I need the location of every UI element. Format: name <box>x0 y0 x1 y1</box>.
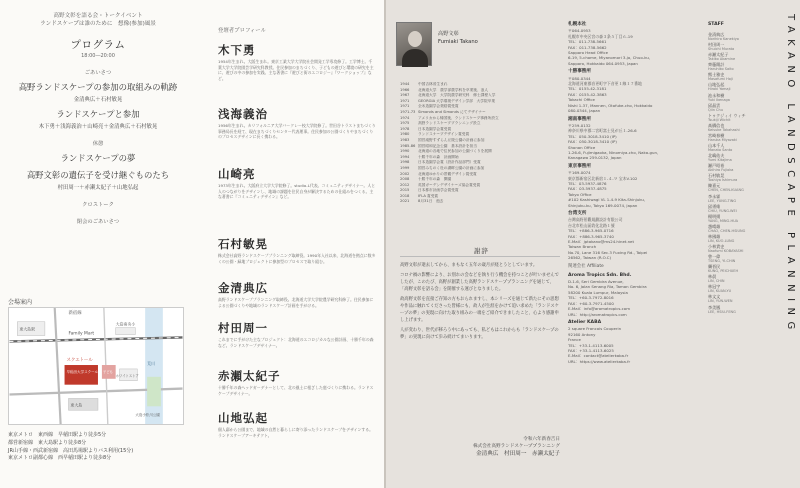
staff-name-en: LIN, KUAN-YU <box>708 289 732 294</box>
profile-bio: これまでに手がけた主なプロジェクト：北海道のエコロジカルな公園計画、十勝千年の森など。ランドスケープデザイナー。 <box>218 337 374 348</box>
affiliate-line: TEL：+60-3-7972-8016 <box>568 295 614 301</box>
timeline-year: 2002 <box>400 171 410 176</box>
staff-name-jp: 池永和樹 <box>708 92 725 98</box>
timeline-year: 1985-86 <box>400 143 416 148</box>
timeline-event: 北海道ゆかりの景観デザイン賞受賞 <box>418 171 477 176</box>
map-label-venue: スクエトール <box>66 358 93 364</box>
office-line: 〒259-0132 <box>568 122 591 128</box>
staff-name-jp: 邱晶雲 <box>708 102 721 108</box>
affiliate-line: URL：http://aromatropics.com <box>568 311 627 317</box>
section3-title: ランドスケープの夢 <box>60 153 136 163</box>
designer-name <box>438 30 478 46</box>
access-line: JR山手線・西武新宿線 高田馬場駅よりバス利用(15分) <box>8 447 134 454</box>
timeline-year: 1974 <box>400 115 410 120</box>
timeline-event: 国営昭和記念公園 基本設計を担当 <box>418 143 477 148</box>
timeline-year: 1990 <box>400 149 410 154</box>
staff-name-en: KUNG, PEICHUEH <box>708 269 739 274</box>
office-line: Shinjuku-ku, Tokyo 169-0074, Japan <box>568 202 638 208</box>
timeline-event: 日本都市計画学会賞受賞 <box>418 188 459 193</box>
staff-member <box>708 264 770 274</box>
staff-name-en: CHEN, CHEN-KUANG <box>708 188 744 193</box>
office-line: Tokachi Office <box>568 97 595 103</box>
opening: ごあいさつ <box>84 70 112 76</box>
office-name: 札幌本社 <box>568 22 587 27</box>
access-line: 東京メトロ 東西線 早稲田駅より徒歩5分 <box>8 432 107 438</box>
staff-name-en: LIN, CHIN <box>708 279 725 284</box>
timeline-event: IFLA 賞受賞 <box>418 193 439 198</box>
map-label-station: 東大島駅 <box>19 326 36 332</box>
timeline-year: 1983 <box>400 137 410 142</box>
map-label-store: ホワイトストア <box>115 373 139 378</box>
profile-bio: 1954年生まれ。大阪生まれ。東京工業大学大学院社会開発工学専攻修了。工学博士。千葉大学大学院園芸学研究科教授。住民参加のまちづくり、子どもの遊びと環境の研究を主に、遊びの中の参加を実践。主な著書に『遊びと街のエコロジー』『ワークショップ』など。 <box>218 59 374 81</box>
staff-name-en: YANG, MING-HUA <box>708 218 739 223</box>
break: 休憩 <box>92 141 104 147</box>
map-label-familymart: Family Mart <box>68 331 95 337</box>
office-line: E-Mail：jptakano@ms24.hinet.net <box>568 239 634 245</box>
timeline-event: ランドスケープデザイン賞受賞 <box>418 132 470 137</box>
office-line: 東京都新宿区北新宿１-４-９ 宝木V.102 <box>568 175 638 181</box>
profile-bio: 1956年生まれ。カリフォルニア大学バークレー校大学院修了。世田谷トラストまちづくり事務局長を経て、現在まちづくりセンター代表理事。住民参加の公園づくりやまちづくりのプロセスデザインに長く携わる。 <box>218 123 376 140</box>
staff-name-jp: 龔晉民 <box>708 264 721 270</box>
map-label-kids: 子ども <box>102 369 113 374</box>
timeline-event: 中国吉林省生まれ <box>418 82 448 86</box>
staff-name-jp: 山地弘起 <box>708 82 725 88</box>
office-line: Shonan Office <box>568 144 596 150</box>
section4-speakers: 村田周一＋赤瀬太紀子＋山地弘起 <box>57 185 139 191</box>
staff-name-jp: 邱勇維 <box>708 203 721 209</box>
affiliate-line: URL：https://www.atelierkaba.fr <box>568 358 631 364</box>
thanks-org: 株式会社高野ランドスケーププランニング <box>473 444 560 450</box>
section1-speakers: 金清典広＋石村敏晃 <box>73 97 123 103</box>
affiliate-name: Aroma Tropics Sdn. Bhd. <box>568 272 632 278</box>
office-line: 26562, Taiwan (R.O.C) <box>568 255 612 261</box>
timeline-year: 1978 <box>400 126 410 131</box>
section2-title: ランドスケープと参加 <box>56 109 140 119</box>
timeline-year: 1980 <box>400 132 410 137</box>
thanks-signers: 金清典広 村田周一 赤瀬太紀子 <box>476 450 560 457</box>
staff-member <box>708 244 770 254</box>
office-line: 6-19, 5-chome, Miyanomori 3-jo, Chuo-ku, <box>568 55 651 61</box>
staff-name-en: LEE, YUNG-TING <box>708 198 737 203</box>
staff-name-jp: 李美鳳 <box>708 304 721 310</box>
affiliate-entry <box>568 273 690 317</box>
staff-name-en: Toshiya Ishimura <box>708 178 738 183</box>
office-line: #102 Kashiwagi VL 1-4-9 Kita-Shinjuku, <box>568 197 646 203</box>
staff-member <box>708 123 770 133</box>
timeline-year: 1971-73 <box>400 109 416 114</box>
office-line: 〒064-0953 <box>568 28 591 34</box>
staff-name-en: CHAO, CHEN-HSIUNG <box>708 228 746 233</box>
staff-member <box>708 163 770 173</box>
timeline-event: 北海道大学 農学部農学科を卒業後、浪人 <box>418 87 489 92</box>
timeline-event: GEORGIA 大学環境デザイン学部 大学院卒業 <box>418 98 496 103</box>
staff-name-jp: 楊明揚 <box>708 213 721 219</box>
staff-name-en: Haruhiko Saito <box>708 67 734 72</box>
staff-name-jp: 石村敏晃 <box>708 173 725 179</box>
profile-name: 山崎亮 <box>218 167 256 181</box>
office-line: FAX：03-5937-4875 <box>568 186 607 192</box>
profile-bio: 高野ランドスケーププランニング取締役。北海道大学大学院農学研究科修了。住民参加による公園づくりや地域のランドスケープ計画を手がける。 <box>218 297 374 308</box>
office-line: TEL：0155-42-3181 <box>568 86 607 92</box>
thanks-body <box>400 262 560 344</box>
timeline-year: 1966 <box>400 87 410 92</box>
affiliate-entry <box>568 320 690 364</box>
designer-photo <box>396 22 432 66</box>
office-line: TEL：011-738-5661 <box>568 39 607 45</box>
thanks-date: 令和六年新春吉日 <box>523 437 560 442</box>
affiliate-line: FAX：+60-3-7971-4500 <box>568 300 614 306</box>
timeline-year: 2021 <box>400 199 410 204</box>
office-line: FAX：+886-3-965-3740 <box>568 233 614 239</box>
office-line: TEL：050-3018-3410 (IP) <box>568 133 617 139</box>
staff-name-en: Naofumi KOBAYASHI <box>708 248 744 253</box>
map-label-east-station: 東大島 <box>70 402 83 408</box>
access-line: 都営新宿線 東大島駅より徒歩8分 <box>8 439 87 446</box>
staff-name-jp: 曾一偉 <box>708 254 721 260</box>
designer-name-jp: 高野文彰 <box>438 31 459 37</box>
office-entry <box>568 69 690 113</box>
profile-name: 石村敏晃 <box>218 237 268 251</box>
office-name: 台湾支所 <box>568 211 587 216</box>
thanks-paragraph: コロナ禍の影響により、お別れの会などを執り行う機会を持つことが叶いませんでしたが、このたび、高野が創業した高野ランドスケーププランニングを通じて、「高野文彰を語る会」を開催する運びとなりました。 <box>400 273 559 292</box>
access-line: 東京メトロ副都心線 西早稲田駅より徒歩8分 <box>8 455 112 462</box>
affiliate-line: E-Mail：info@aromatropics.com <box>568 306 630 312</box>
office-line: 台灣高野景觀規劃設計有限公司 <box>568 217 623 223</box>
access-info <box>8 432 188 463</box>
office-entry <box>568 117 690 161</box>
staff-name-jp: 小林貴史 <box>708 243 725 249</box>
staff-name-jp: 赤瀬太紀子 <box>708 52 729 58</box>
staff-member <box>708 183 770 193</box>
staff-name-en: Manato Santo <box>708 148 733 153</box>
profile-name: 木下勇 <box>218 43 256 57</box>
office-line: 神奈川県中郡二宮町富士見が丘１-26-6 <box>568 128 637 134</box>
page-fold <box>384 0 386 488</box>
profile-name: 金清典広 <box>218 281 268 295</box>
office-line: FAX：0155-42-3863 <box>568 91 607 97</box>
office-line: 1-26-6, Fujimigaoka, Ninomiya-cho, Naka-gun, <box>568 149 659 155</box>
staff-name-en: Haruka Miyazaki <box>708 137 737 142</box>
office-line: 台北市松山區敦化北路１號 <box>568 222 615 228</box>
staff-name-en: LIN, KUO-LUNG <box>708 238 735 243</box>
closing: 閉会のごあいさつ <box>76 219 120 225</box>
timeline-event: 英国ガーデンデザイナーズ協会賞受賞 <box>418 182 481 187</box>
timeline-event: 全米造園学会奨励賞受賞 <box>418 104 459 109</box>
affiliate-line: 92160 Antony <box>568 331 596 337</box>
affiliate-line: D-1-6, Seri Gembira Avenue, <box>568 279 624 285</box>
event-subtitle: ランドスケープは誰のために 想像(参加)風景 <box>40 21 156 27</box>
staff-name-en: Qiin Chu <box>708 107 723 112</box>
staff-member <box>708 284 770 294</box>
event-title: 高野文彰を語る会・トークイベント <box>53 13 143 19</box>
staff-name-en: Yuki Ikenaga <box>708 97 730 102</box>
staff-name-jp: 北嶋佑夫 <box>708 153 725 159</box>
staff-member <box>708 294 770 304</box>
timeline-event: Simonds and Simonds にてデザイナー <box>418 109 486 114</box>
staff-name-en: LIN, YUN-WEN <box>708 299 733 304</box>
office-line: 札幌市中央区宮の森３条５丁目６-19 <box>568 33 633 39</box>
timeline-year: 1967 <box>400 93 410 98</box>
office-list <box>568 22 690 367</box>
staff-member <box>708 224 770 234</box>
timeline-year: 1998 <box>400 160 410 165</box>
staff-member <box>708 143 770 153</box>
timeline-event: 国営滝野すずらん丘陵公園の計画に参加 <box>418 137 485 142</box>
staff-member <box>708 82 770 92</box>
staff-name-jp: 齊藤陽計 <box>708 62 725 68</box>
office-line: FAX：050-3018-3410 (IP) <box>568 139 617 145</box>
map-label-venue-sub: 早稲田大学スクール <box>66 369 99 374</box>
staff-member <box>708 204 770 214</box>
office-entry <box>568 211 690 261</box>
office-line: 〒169-0074 <box>568 170 591 176</box>
affiliate-line: No. 6, Jalan Senang Ria, Taman Gembira <box>568 284 647 290</box>
profile-bio: 個人邸から公園まで、地域の自然と暮らしに寄り添ったランドスケープをデザインする。ランドスケープアーキテクト。 <box>218 427 374 438</box>
profile-entry <box>218 368 376 396</box>
timeline-year: 1971 <box>400 98 410 103</box>
profiles-heading: 登壇者プロフィール <box>218 28 266 34</box>
staff-name-en: LEE, HSIU-FENG <box>708 309 736 314</box>
affiliate-line: France <box>568 337 581 343</box>
staff-name-jp: 村田周一 <box>708 42 725 48</box>
timeline-event: 北海道の各地で住民参加の公園づくりを展開 <box>418 149 492 154</box>
map-label-river: 荒川 <box>147 361 155 367</box>
timeline-year: 2008 <box>400 177 410 182</box>
office-line: 080-0344, Japan <box>568 108 601 114</box>
timeline-year: 1975 <box>400 121 410 126</box>
thanks-heading: 謝辞 <box>474 247 489 255</box>
profile-bio: 1973年生まれ。大阪府立大学大学院修了。studio-L代表。コミュニティデザイナー。人と人のつながりをデザインし、地域の課題を住民自身が解決するための仕組みをつくる。主な著書に『コミュニティデザイン』など。 <box>218 183 376 200</box>
staff-name-en: Hiroki Yamaji <box>708 87 731 92</box>
timeline-year: 1944 <box>400 82 410 86</box>
staff-list <box>708 32 770 315</box>
timeline-event: 日本造園学会賞（設計作品部門）受賞 <box>418 160 481 165</box>
thanks-divider <box>400 256 560 257</box>
thanks-paragraph: 人が変わり、世代が移ろう中にあっても、私どもはこれからも「ランドスケープの夢」の実現に向けて歩み続けてまいります。 <box>400 328 559 340</box>
office-line: Sapporo Head Office <box>568 50 609 56</box>
office-line: TEL：+886-3-965-0716 <box>568 228 614 234</box>
staff-name-jp: 林國雄 <box>708 233 721 239</box>
profile-entry <box>218 236 376 264</box>
staff-name-jp: 林晨 <box>708 274 717 280</box>
office-line: 北海道河東郡音更町字下音更１線１７番地 <box>568 81 642 87</box>
staff-member <box>708 234 770 244</box>
timeline-year: 1999 <box>400 165 410 170</box>
staff-name-jp: 宮崎春樹 <box>708 132 725 138</box>
profile-entry <box>218 320 376 348</box>
designer-name-en: Fumiaki Takano <box>438 39 478 45</box>
venue-map <box>8 307 184 425</box>
timeline-event: 国営みちのく杜の湖畔公園の計画に参加 <box>418 165 485 170</box>
program-time: 18:00―20:00 <box>81 53 115 59</box>
map-title: 会場案内 <box>8 299 33 306</box>
profile-name: 山地弘起 <box>218 411 268 425</box>
staff-member <box>708 62 770 72</box>
staff-member <box>708 42 770 52</box>
timeline-year: 2018 <box>400 193 410 198</box>
crosstalk: クロストーク <box>82 202 114 208</box>
staff-name-jp: 李永霖 <box>708 193 721 199</box>
office-name: 東京事務所 <box>568 163 591 169</box>
staff-member <box>708 214 770 224</box>
designer-timeline <box>400 82 558 205</box>
thanks-signature <box>400 436 560 458</box>
profile-bio: 株式会社高野ランドスケーププランニング取締役。1990年入社以来、北海道を拠点に数多くの公園・緑地プロジェクトに参加型のプロセスで取り組む。 <box>218 253 376 264</box>
section2-speakers: 木下勇＋浅海義治＋山崎亮＋金清典広＋石村敏晃 <box>38 124 158 130</box>
program-block <box>6 12 190 225</box>
staff-member <box>708 72 770 82</box>
map-label-school: 大島南央小 <box>115 321 136 327</box>
staff-name-jp: 陳嘉元 <box>708 183 721 189</box>
profile-entry <box>218 166 376 200</box>
brand-vertical-title: TAKANO LANDSCAPE PLANNING <box>785 14 796 336</box>
timeline-year: 2012 <box>400 182 410 187</box>
staff-member <box>708 133 770 143</box>
timeline-year: 1971 <box>400 104 410 109</box>
affiliates-label: 関連会社 Affiliate <box>568 263 604 269</box>
section4-title: 高野文彰の遺伝子を受け継ぐものたち <box>26 170 170 180</box>
staff-member <box>708 305 770 315</box>
office-line: 〒080-0344 <box>568 75 591 81</box>
staff-name-jp: 山本千人 <box>708 143 725 149</box>
thanks-paragraph: 高野文彰が逝去してから、まもなく五年の歳月が経とうとしています。 <box>400 263 538 268</box>
map-label-line: 新宿線 <box>68 310 82 316</box>
office-line: Taiwan Branch <box>568 244 597 250</box>
staff-member <box>708 32 770 42</box>
staff-member <box>708 113 770 123</box>
staff-name-en: CHIU, YUNG-WEI <box>708 208 737 213</box>
profile-bio: 十勝千年の森ヘッドガーデナーとして、北の風土に根ざした庭づくりに携わる。ランドスケープデザイナー。 <box>218 385 374 396</box>
affiliate-line: E-Mail：contact@atelierkaba.fr <box>568 353 629 359</box>
office-name: 十勝事務所 <box>568 69 591 75</box>
staff-name-en: Yumi Kitajima <box>708 158 732 163</box>
staff-name-en: Tsukiji Wichit <box>708 117 731 122</box>
office-line: FAX：011-738-5662 <box>568 44 607 50</box>
staff-member <box>708 93 770 103</box>
section1-title: 高野ランドスケープの参加の取組みの軌跡 <box>18 82 178 92</box>
timeline-year: 1994 <box>400 154 410 159</box>
timeline-year: 2015 <box>400 188 410 193</box>
venue-marker <box>65 365 98 385</box>
staff-member <box>708 173 770 183</box>
office-line: TEL：03-5937-4876 <box>568 180 607 186</box>
staff-name-jp: 熊士雅史 <box>708 72 725 78</box>
staff-name-jp: 林文文 <box>708 294 721 300</box>
staff-name-jp: トゥクジィイ ウィチ <box>708 112 746 118</box>
profile-entry <box>218 280 376 308</box>
staff-name-en: TSENG, YI-CHIN <box>708 259 736 264</box>
staff-name-en: Akihiro Fujioka <box>708 168 734 173</box>
profile-name: 浅海義治 <box>218 107 268 121</box>
staff-name-jp: 林冠宇 <box>708 284 721 290</box>
affiliate-line: 2 square Francois Couperin <box>568 326 622 332</box>
staff-name-jp: 瀬戸昭裕 <box>708 163 725 169</box>
staff-name-en: Masafumi Hoji <box>708 77 733 82</box>
staff-member <box>708 274 770 284</box>
map-graphic <box>9 308 183 424</box>
staff-member <box>708 254 770 264</box>
staff-name-en: Takiko Akamine <box>708 57 736 62</box>
staff-heading: STAFF <box>708 22 724 27</box>
staff-name-en: Keisuke Takahashi <box>708 127 740 132</box>
office-line: Sapporo, Hokkaido 064-0953, Japan <box>568 60 638 66</box>
timeline-event: 日本造園学会賞受賞 <box>418 126 452 131</box>
office-entry <box>568 22 690 66</box>
affiliate-name: Atelier KABA <box>568 319 602 325</box>
staff-name-en: Shuichi Murata <box>708 47 735 52</box>
office-line: Nishi 1-37, Mannen, Otofuke-cho, Hokkaido <box>568 102 653 108</box>
profile-entry <box>218 42 376 81</box>
profile-name: 村田周一 <box>218 321 268 335</box>
timeline-event: アメリカから帰国後、ランドスケープ事務所設立 <box>418 115 499 120</box>
affiliate-line: FAX：+33-1-4113-6025 <box>568 347 614 353</box>
office-line: Kanagawa 259-0132, Japan <box>568 155 622 161</box>
thanks-paragraph: 故高野文彰を直接ご存知の方もおられますし、本シリーズを通じて新たにその思想や作品に触れてくださった皆様にも、故人が生涯をかけて追い求めた「ランドスケープの夢」の実現に向けた取り組みの一端をご紹介できましたこと、心より感謝申し上げます。 <box>400 297 559 323</box>
office-name: 湘南事務所 <box>568 116 591 122</box>
staff-name-jp: 金清典広 <box>708 32 725 37</box>
timeline-event: 高野ランドスケーププランニング設立 <box>418 121 481 126</box>
timeline-event: 8月31日 逝去 <box>418 199 444 204</box>
profile-entry <box>218 410 376 438</box>
office-entry <box>568 164 690 208</box>
profile-name: 赤瀬太紀子 <box>218 369 281 383</box>
staff-member <box>708 153 770 163</box>
staff-name-jp: 趙晴雄 <box>708 223 721 229</box>
affiliate-line: TEL：+33-1-4113-6005 <box>568 342 614 348</box>
timeline-event: 十勝千年の森 計画開始 <box>418 154 459 159</box>
timeline-event: 十勝千年の森 開園 <box>418 177 452 182</box>
staff-member <box>708 103 770 113</box>
map-label-park: 大島小松川公園 <box>135 413 160 418</box>
staff-member <box>708 194 770 204</box>
staff-member <box>708 52 770 62</box>
staff-name-en: Norihiro Kanekiyo <box>708 37 739 41</box>
affiliate-line: 58200 Kuala Lumpur, Malaysia <box>568 289 628 295</box>
office-line: No.70, Lane 316 Sec.3 Fuxing Rd., Taipei <box>568 249 648 255</box>
timeline-row <box>400 199 558 205</box>
program-heading: プログラム <box>70 39 126 51</box>
timeline-event: 北海道大学 大学院農学研究科 修士課程入学 <box>418 93 496 98</box>
office-line: Tokyo Office <box>568 191 592 197</box>
staff-name-jp: 髙橋信也 <box>708 122 725 128</box>
profile-entry <box>218 106 376 140</box>
